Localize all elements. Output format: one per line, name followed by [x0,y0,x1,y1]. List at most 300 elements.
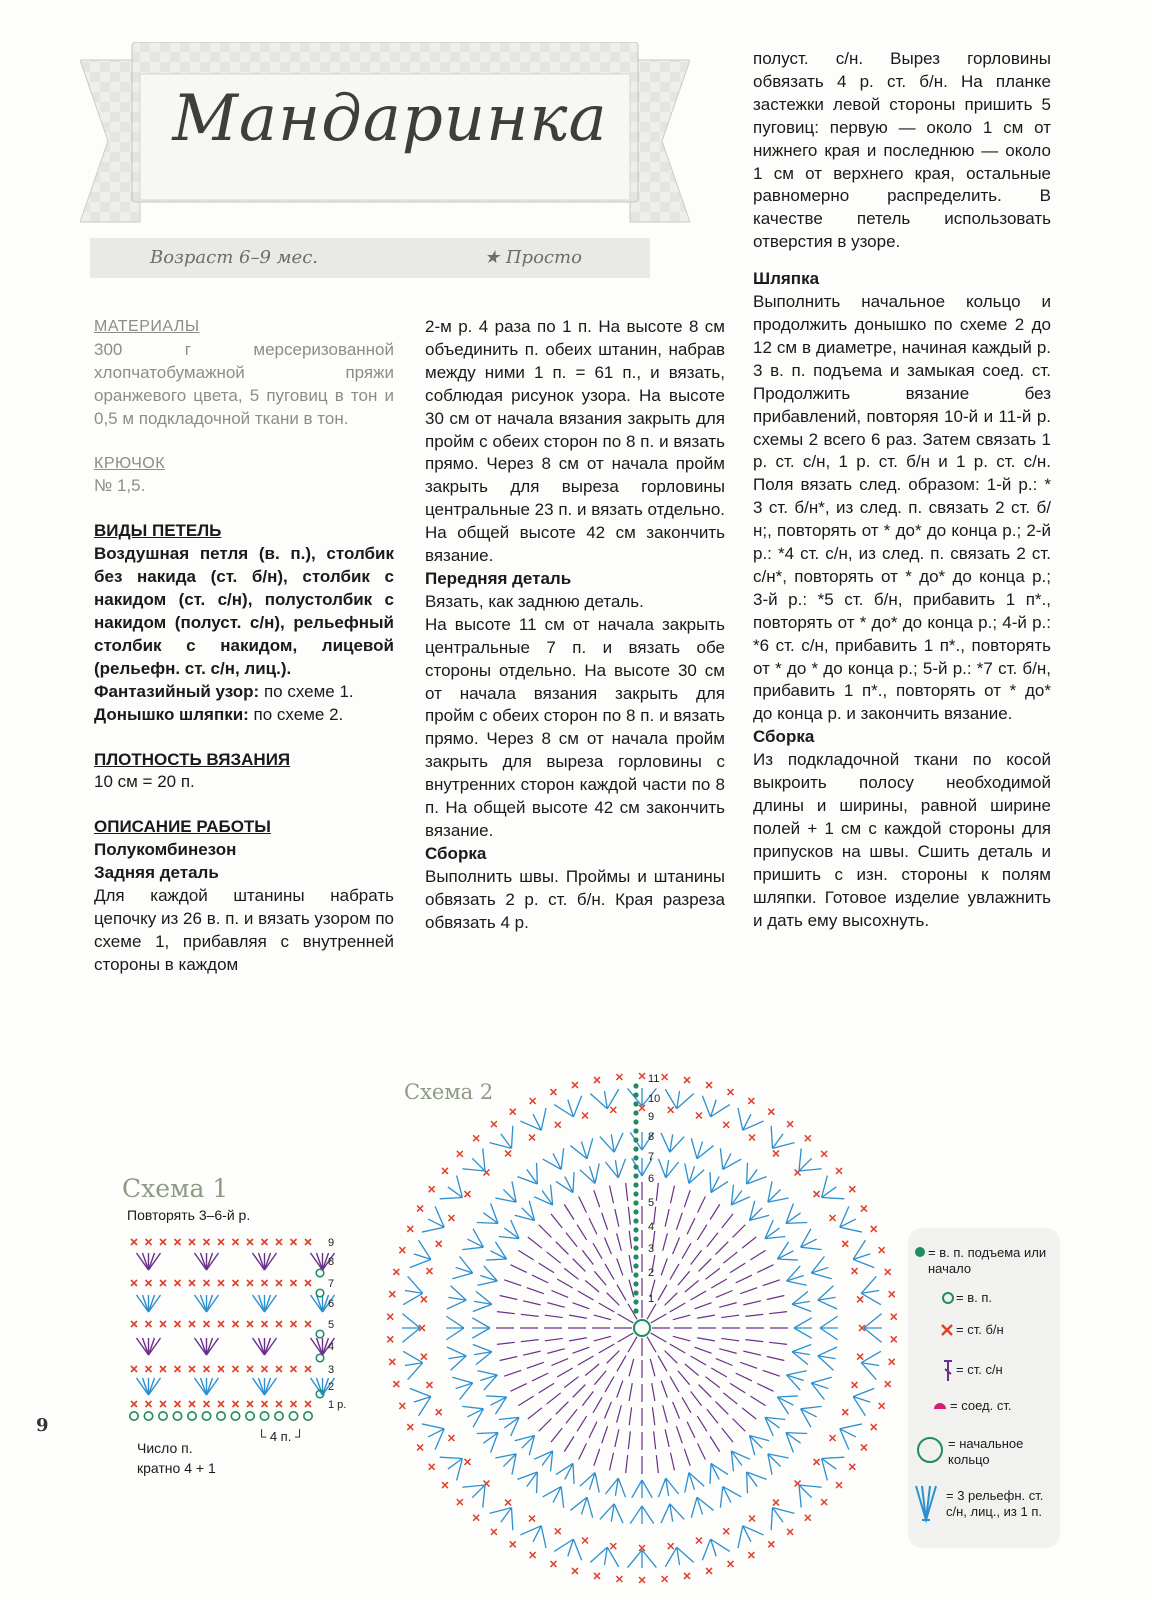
dc-symbol [716,1359,733,1366]
dc-symbol [629,1231,631,1249]
scheme-2-label: Схема 2 [404,1080,494,1104]
dc-symbol [733,1225,746,1238]
relief-stitch-symbol [573,1539,581,1560]
dc-symbol [143,1253,149,1270]
relief-stitch-symbol [477,1281,497,1285]
relief-stitch-symbol [691,1138,697,1158]
dc-symbol [743,1301,761,1305]
dc-symbol [605,1376,614,1392]
dc-symbol [207,1338,219,1355]
dc-symbol [195,1378,207,1395]
dc-symbol [673,1402,680,1419]
relief-stitch-symbol [607,1547,618,1567]
dc-symbol [317,1253,323,1270]
relief-stitch-symbol [642,1550,656,1568]
dc-symbol [673,1315,690,1320]
relief-stitch-symbol [642,1480,652,1498]
chain-start-symbol [633,1236,638,1241]
page-title: Мандаринка [172,82,608,156]
row-number: 10 [648,1093,661,1105]
dc-symbol [628,1431,630,1449]
dc-symbol [691,1391,702,1405]
scheme-1-label: Схема 1 [122,1174,229,1203]
dc-symbol [745,1340,763,1342]
row-number: 9 [328,1237,335,1249]
dc-symbol [582,1391,593,1405]
chain-symbol [289,1412,297,1420]
chain-symbol [275,1412,283,1420]
relief-stitch-symbol [541,1108,546,1130]
relief-stitch-symbol [665,1089,676,1109]
dc-symbol [149,1378,161,1395]
dc-symbol [629,1383,632,1401]
legend-item-6: = начальное кольцо [948,1436,1024,1467]
relief-stitch-symbol [840,1429,849,1450]
dc-symbol [532,1275,548,1283]
dc-symbol [617,1285,626,1301]
dc-symbol [599,1344,615,1353]
row-number: 8 [328,1256,335,1268]
relief-stitch-symbol [573,1096,581,1117]
relief-stitch-symbol [861,1351,881,1362]
dc-symbol [711,1368,727,1377]
dc-symbol [710,1436,720,1451]
relief-stitch-symbol [771,1126,772,1149]
dc-symbol [259,1253,265,1270]
dc-symbol [521,1340,539,1342]
relief-stitch-symbol [422,1227,444,1232]
relief-stitch-symbol [799,1148,801,1171]
chain-symbol [231,1412,239,1420]
row-number: 1 [648,1293,655,1305]
dc-symbol [545,1315,563,1317]
dc-symbol [207,1378,219,1395]
relief-stitch-symbol [595,1473,599,1493]
hat-bottom-label: Донышко шляпки: [94,704,249,724]
dc-symbol [149,1295,161,1312]
dc-symbol [650,1359,655,1376]
dc-symbol [615,1429,619,1447]
relief-stitch-symbol [512,1508,513,1531]
dc-symbol [684,1449,690,1466]
dc-symbol [497,1342,515,1344]
repeat-marker: └ 4 п. ┘ [257,1429,305,1444]
turning-chain-symbol [316,1330,324,1338]
dc-symbol [259,1338,265,1355]
relief-stitch-symbol [747,1472,748,1493]
relief-stitch-symbol [618,1478,625,1497]
relief-stitch-symbol [799,1485,812,1498]
relief-stitch-symbol [447,1347,466,1356]
dc-symbol [723,1393,737,1404]
relief-stitch-symbol [738,1526,743,1548]
relief-stitch-symbol [853,1259,874,1267]
dc-symbol [143,1338,149,1355]
scheme-1-row-numbers [328,1237,346,1411]
relief-stitch-symbol [710,1463,711,1483]
chain-start-symbol [633,1146,638,1151]
chain-symbol [173,1412,181,1420]
dc-symbol [207,1338,213,1355]
dc-symbol [564,1377,578,1388]
dc-symbol [767,1296,785,1300]
relief-stitch-symbol [702,1096,710,1117]
chain-start-symbol [633,1218,638,1223]
relief-stitch-symbol [811,1273,831,1279]
dc-symbol [661,1381,667,1398]
dc-symbol [687,1218,695,1234]
assembly-heading: Сборка [425,843,487,863]
dc-symbol [685,1280,699,1292]
dc-symbol [665,1293,678,1306]
dc-symbol [663,1405,668,1422]
dc-symbol [207,1295,213,1312]
dc-symbol [665,1351,678,1364]
dc-symbol [705,1268,719,1279]
dc-symbol [629,1407,631,1425]
relief-stitch-symbol [472,1158,485,1171]
dc-symbol [607,1351,620,1364]
row-number: 4 [328,1341,335,1353]
chain-start-symbol [633,1209,638,1214]
dc-symbol [564,1204,574,1219]
hat-bottom-line [94,704,394,727]
dc-symbol [665,1209,669,1227]
dc-symbol [697,1338,715,1341]
dc-symbol [678,1371,690,1385]
dc-symbol [201,1253,207,1270]
dc-symbol [695,1347,712,1353]
footnote-line-2: кратно 4 + 1 [137,1460,216,1476]
relief-stitch-symbol [710,1172,711,1192]
dc-symbol [265,1378,271,1395]
dc-symbol [317,1378,323,1395]
chain-start-symbol [633,1182,638,1187]
row-number: 5 [648,1197,655,1209]
chain-start-symbol [633,1245,638,1250]
relief-stitch-symbol [614,1504,623,1523]
dc-symbol [551,1359,568,1366]
dc-symbol [518,1250,533,1260]
dc-symbol [733,1419,746,1432]
relief-stitch-symbol [786,1223,807,1224]
magic-ring-icon [918,1438,942,1462]
dc-symbol [545,1338,563,1340]
relief-stitch-symbol [403,1293,423,1304]
dc-symbol [750,1396,765,1406]
dc-symbol [699,1385,712,1398]
dc-symbol [736,1275,752,1283]
age-label: Возраст 6–9 мес. [150,247,319,268]
relief-stitch-symbol [702,1539,710,1560]
front-piece-text: На высоте 11 см от начала закрыть центральные 7 п. и вязать обе стороны отдельно. На высоте 30 см от начала вязания закрыть для пройм с обеих сторон по 8 п. и вязать прямо. Через 8 см от начала пройм закрыть для выреза горловины с внутренних сторон каждой части по 8 п. На общей высоте 42 см закончить вязание. [425,614,725,840]
dc-symbol [605,1264,614,1280]
row-number: 7 [328,1278,335,1290]
dc-symbol [697,1416,707,1431]
dc-symbol [577,1225,587,1240]
dc-symbol [678,1271,690,1285]
dc-symbol [698,1196,706,1212]
legend-item-3: = ст. б/н [956,1322,1004,1337]
relief-stitch-symbol [402,1328,420,1342]
dc-symbol [670,1186,674,1204]
dc-symbol [195,1295,207,1312]
dc-symbol [602,1426,608,1443]
dc-symbol [253,1378,265,1395]
chain-start-symbol [633,1272,638,1277]
hat-assembly-text: Из подкладочной ткани по косой выкроить полосу необходимой длины и ширины, равной ширине полей + 1 см с каждой стороны для припусков на швы. Сшить деталь и пришить с изн. стороны к полям шляпки. Готовое изделие увлажнить и дать ему высохнуть. [753,750,1051,930]
chain-start-symbol [633,1191,638,1196]
relief-stitch-symbol [685,1473,689,1493]
difficulty-label: ★ Просто [484,247,582,268]
dc-symbol [149,1338,161,1355]
dc-symbol [629,1280,634,1297]
dc-symbol [690,1356,706,1365]
dc-symbol [311,1338,323,1355]
dc-symbol [137,1253,149,1270]
dc-symbol [143,1295,149,1312]
dc-symbol [763,1280,780,1286]
dc-symbol [652,1383,655,1401]
dc-symbol [557,1368,573,1377]
column-1 [94,316,394,977]
dc-symbol [201,1295,207,1312]
dc-symbol [317,1295,323,1312]
row-number: 9 [648,1111,655,1123]
dc-symbol [697,1315,715,1318]
scheme-2-row-numbers [648,1073,660,1305]
description-heading: ОПИСАНИЕ РАБОТЫ [94,817,271,837]
relief-stitch-symbol [446,1328,464,1340]
dc-symbol [626,1183,628,1201]
dc-symbol [265,1338,271,1355]
relief-stitch-symbol [402,1314,420,1328]
row-number: 3 [328,1364,335,1376]
dc-symbol [750,1250,765,1260]
relief-stitch-symbol [520,1526,541,1535]
dc-symbol [589,1422,597,1438]
row-number: 6 [648,1173,655,1185]
slip-stitch-icon [934,1403,946,1409]
hat-assembly-heading: Сборка [753,727,815,747]
relief-stitch-icon [916,1486,936,1520]
dc-symbol [539,1383,554,1393]
dc-symbol [710,1204,720,1219]
dc-symbol [143,1378,149,1395]
dc-symbol [665,1429,669,1447]
dc-symbol [670,1453,674,1471]
relief-stitch-symbol [483,1485,485,1508]
relief-stitch-symbol [462,1406,483,1408]
row-number: 2 [648,1267,655,1279]
row-number: 6 [328,1298,335,1310]
dc-symbol [723,1252,737,1263]
dc-symbol [628,1337,637,1353]
relief-stitch-symbol [840,1424,862,1429]
relief-stitch-symbol [864,1314,882,1328]
dc-symbol [578,1291,594,1300]
hook-text: № 1,5. [94,476,146,496]
scheme-2-chart [384,1066,904,1596]
dc-symbol [615,1209,619,1227]
front-piece-heading: Передняя деталь [425,568,572,588]
dc-symbol [532,1373,548,1381]
dc-symbol [585,1364,599,1376]
relief-stitch-symbol [818,1300,837,1309]
relief-stitch-symbol [811,1377,831,1383]
dc-symbol [763,1370,780,1376]
relief-stitch-symbol [661,1504,670,1523]
dc-symbol [699,1259,712,1272]
relief-stitch-symbol [799,1158,812,1171]
dc-symbol [716,1242,729,1255]
relief-stitch-symbol [462,1485,485,1487]
magic-ring-symbol [634,1320,650,1336]
dc-symbol [673,1336,690,1341]
dc-symbol [253,1295,265,1312]
dc-symbol [259,1295,265,1312]
relief-stitch-symbol [743,1526,764,1535]
dc-symbol [629,1359,634,1376]
relief-stitch-symbol [520,1121,541,1130]
relief-stitch-symbol [786,1433,807,1434]
dc-symbol [617,1258,623,1275]
dc-symbol [572,1347,589,1353]
relief-stitch-symbol [473,1344,492,1351]
dc-symbol [593,1243,602,1259]
footnote-line-1: Число п. [137,1440,193,1456]
relief-stitch-symbol [787,1281,807,1285]
dc-symbol [201,1378,207,1395]
dc-symbol [504,1370,521,1376]
relief-stitch-symbol [614,1133,623,1152]
dc-symbol [687,1422,695,1438]
relief-stitch-symbol [661,1133,670,1152]
dc-symbol [745,1314,763,1316]
relief-stitch-symbol [486,1259,506,1260]
chain-start-symbol [633,1299,638,1304]
relief-stitch-symbol [483,1148,485,1171]
dc-symbol [685,1364,699,1376]
relief-stitch-symbol [573,1463,574,1483]
dc-symbol [656,1183,658,1201]
dc-symbol [265,1253,277,1270]
relief-stitch-symbol [537,1472,538,1493]
assembly-continued: полуст. с/н. Вырез горловины обвязать 4 р. ст. б/н. На планке застежки левой стороны пришить 5 пуговиц: первую — около 1 см от нижнего края и последнюю — около 1 см от верхнего края, остальные равномерно распределить. В качестве петель использовать отверстия в узоре. [753,49,1051,252]
dc-symbol [682,1243,691,1259]
relief-stitch-symbol [840,1227,862,1232]
relief-stitch-symbol [452,1273,472,1279]
romper-heading: Полукомбинезон [94,840,237,860]
legend-item-5: = соед. ст. [950,1398,1012,1413]
dc-symbol [500,1296,518,1300]
single-crochet-icon [942,1325,952,1335]
dc-symbol [730,1263,745,1273]
dc-symbol [566,1409,577,1423]
dc-symbol [265,1253,271,1270]
relief-stitch-symbol [422,1424,444,1429]
dc-symbol [617,1381,623,1398]
relief-stitch-symbol [747,1163,748,1184]
relief-stitch-symbol [658,1159,665,1178]
chain-start-symbol [633,1308,638,1313]
dc-symbol [539,1225,552,1238]
dc-symbol [594,1190,600,1207]
dc-symbol [253,1253,265,1270]
dc-symbol [311,1295,323,1312]
dc-symbol [521,1314,539,1316]
dc-symbol [684,1190,690,1207]
dc-symbol [707,1409,718,1423]
dc-symbol [690,1291,706,1300]
relief-stitch-symbol [743,1121,764,1130]
chain-start-symbol [633,1281,638,1286]
dc-symbol [721,1338,739,1340]
dc-symbol [769,1312,787,1314]
dc-symbol [149,1253,161,1270]
relief-stitch-symbol [818,1347,837,1356]
dc-symbol [528,1237,542,1248]
hat-bottom-text: по схеме 2. [248,704,344,724]
relief-stitch-symbol [541,1526,546,1548]
dc-symbol [527,1288,544,1294]
dc-symbol [137,1338,149,1355]
fancy-pattern-text: по схеме 1. [259,681,354,701]
relief-stitch-symbol [573,1172,574,1192]
row-number: 5 [328,1319,335,1331]
relief-stitch-symbol [447,1300,466,1309]
dc-symbol [569,1315,587,1318]
relief-stitch-symbol [738,1108,743,1130]
relief-stitch-symbol [801,1406,822,1408]
gauge-text: 10 см = 20 п. [94,772,195,792]
dc-symbol [317,1338,323,1355]
dc-symbol [585,1280,599,1292]
relief-stitch-symbol [561,1148,563,1169]
scheme-1-chart [120,1228,370,1438]
dc-symbol [149,1295,155,1312]
turning-chain-symbol [316,1269,324,1277]
dc-symbol [510,1384,526,1392]
dc-symbol [604,1402,611,1419]
dc-symbol [557,1279,573,1288]
row-number: 2 [328,1381,335,1393]
dc-symbol [617,1233,622,1250]
dc-symbol [707,1233,718,1247]
fancy-pattern-line [94,681,394,704]
dc-symbol [676,1426,682,1443]
dc-symbol [742,1408,756,1419]
dc-symbol [578,1356,594,1365]
relief-stitch-symbol [472,1318,490,1328]
dc-symbol [523,1351,541,1355]
column-2 [425,316,725,934]
dc-symbol [691,1250,702,1264]
relief-stitch-symbol [799,1485,801,1508]
dc-symbol [569,1338,587,1341]
dc-symbol [265,1295,271,1312]
scheme-1-symbols [130,1239,335,1420]
dc-symbol [599,1303,615,1312]
dc-symbol [579,1443,587,1459]
chain-start-symbol [633,1092,638,1097]
relief-stitch-symbol [632,1480,642,1498]
chain-symbol [188,1412,196,1420]
dc-symbol [652,1407,654,1425]
dc-symbol [663,1233,668,1250]
relief-stitch-symbol [787,1371,807,1375]
dc-symbol [577,1416,587,1431]
